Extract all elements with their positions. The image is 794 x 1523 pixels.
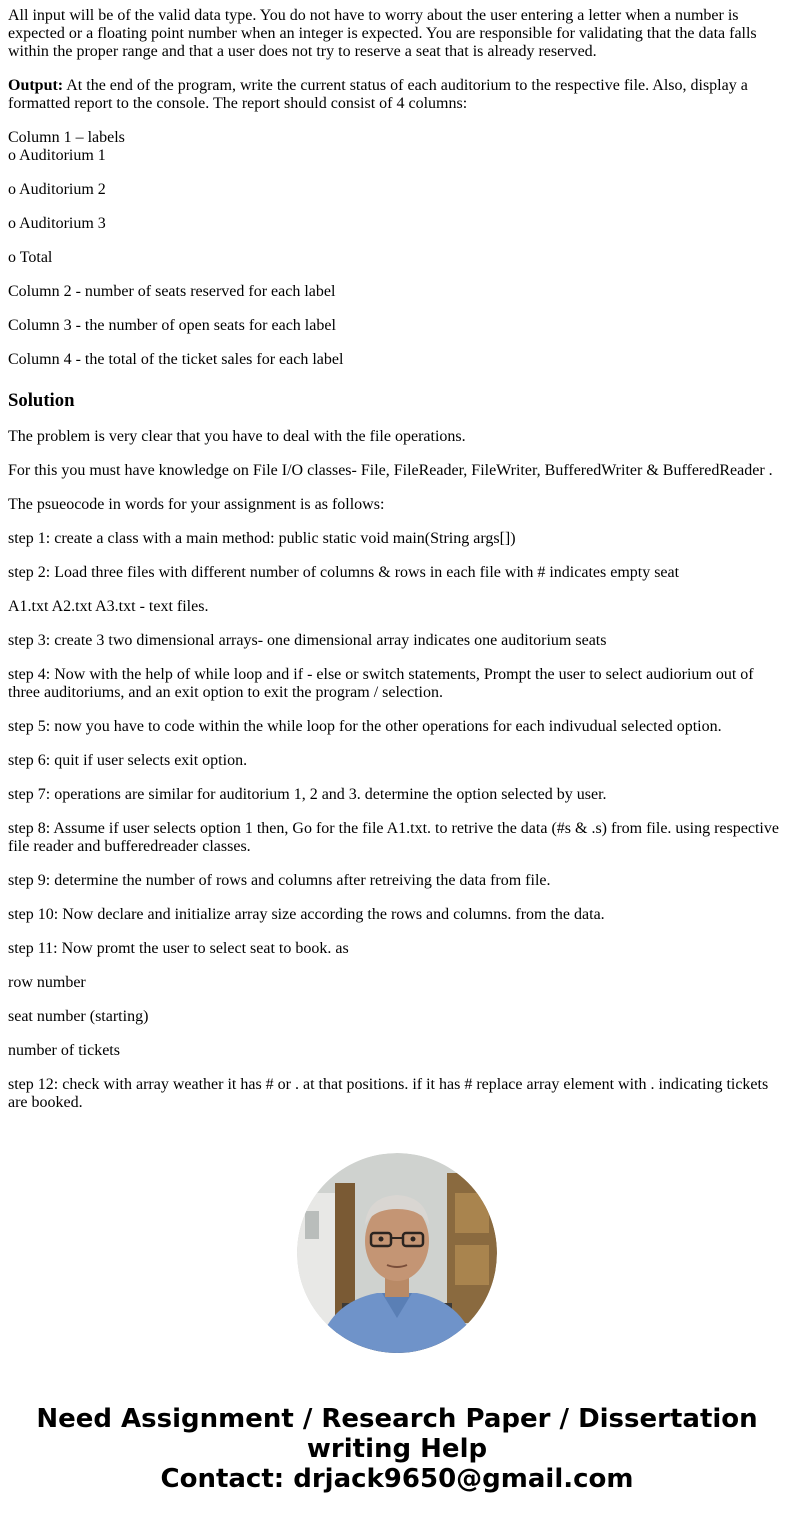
author-avatar — [297, 1153, 497, 1353]
promo-banner — [0, 1404, 794, 1494]
solution-paragraph-2: For this you must have knowledge on File I/O classes- File, FileReader, FileWriter, BufferedWriter & BufferedReader . — [8, 462, 773, 479]
number-of-tickets-line: number of tickets — [8, 1042, 120, 1059]
step-8: step 8: Assume if user selects option 1 then, Go for the file A1.txt. to retrive the data (#s & .s) from file. using respective file reader and bufferedreader classes. — [8, 820, 779, 855]
step-4: step 4: Now with the help of while loop and if - else or switch statements, Prompt the user to select audiorium out of three auditoriums, and an exit option to exit the program / selection. — [8, 666, 754, 701]
output-paragraph — [8, 77, 786, 113]
step-1: step 1: create a class with a main method: public static void main(String args[]) — [8, 530, 516, 547]
output-text: At the end of the program, write the current status of each auditorium to the respective file. Also, display a formatted report to the console. The report should consist of 4 columns: — [8, 77, 748, 112]
column-1-item-auditorium-1: o Auditorium 1 — [8, 147, 106, 164]
step-6: step 6: quit if user selects exit option. — [8, 752, 248, 769]
output-label: Output: — [8, 77, 64, 94]
column-2-description: Column 2 - number of seats reserved for each label — [8, 283, 336, 300]
column-4-description: Column 4 - the total of the ticket sales for each label — [8, 351, 344, 368]
step-11: step 11: Now promt the user to select seat to book. as — [8, 940, 349, 957]
seat-number-line: seat number (starting) — [8, 1008, 149, 1025]
promo-line-2: writing Help — [306, 1434, 488, 1464]
author-portrait-icon — [297, 1153, 497, 1353]
step-9: step 9: determine the number of rows and columns after retreiving the data from file. — [8, 872, 551, 889]
solution-heading: Solution — [8, 390, 75, 411]
promo-line-1: Need Assignment / Research Paper / Dissertation — [36, 1404, 758, 1434]
step-3: step 3: create 3 two dimensional arrays- one dimensional array indicates one auditorium seats — [8, 632, 607, 649]
files-line: A1.txt A2.txt A3.txt - text files. — [8, 598, 209, 615]
column-3-description: Column 3 - the number of open seats for each label — [8, 317, 336, 334]
step-12: step 12: check with array weather it has # or . at that positions. if it has # replace array element with . indicating tickets are booked. — [8, 1076, 769, 1111]
column-1-title: Column 1 – labels — [8, 129, 125, 146]
step-7: step 7: operations are similar for auditorium 1, 2 and 3. determine the option selected by user. — [8, 786, 607, 803]
step-2: step 2: Load three files with different number of columns & rows in each file with # indicates empty seat — [8, 564, 680, 581]
solution-paragraph-1: The problem is very clear that you have to deal with the file operations. — [8, 428, 466, 445]
step-5: step 5: now you have to code within the while loop for the other operations for each indivudual selected option. — [8, 718, 722, 735]
column-1-item-auditorium-3: o Auditorium 3 — [8, 215, 106, 232]
promo-contact-line: Contact: drjack9650@gmail.com — [160, 1464, 634, 1494]
column-1-block — [8, 129, 786, 165]
intro-paragraph: All input will be of the valid data type. You do not have to worry about the user entering a letter when a number is expected or a floating point number when an integer is expected. You are responsible for validating that the data falls within the proper range and that a user does not try to reserve a seat that is already reserved. — [8, 7, 757, 60]
article-body — [8, 7, 786, 1128]
step-10: step 10: Now declare and initialize array size according the rows and columns. from the data. — [8, 906, 605, 923]
column-1-item-auditorium-2: o Auditorium 2 — [8, 181, 106, 198]
row-number-line: row number — [8, 974, 86, 991]
solution-paragraph-3: The psueocode in words for your assignment is as follows: — [8, 496, 385, 513]
column-1-item-total: o Total — [8, 249, 53, 266]
